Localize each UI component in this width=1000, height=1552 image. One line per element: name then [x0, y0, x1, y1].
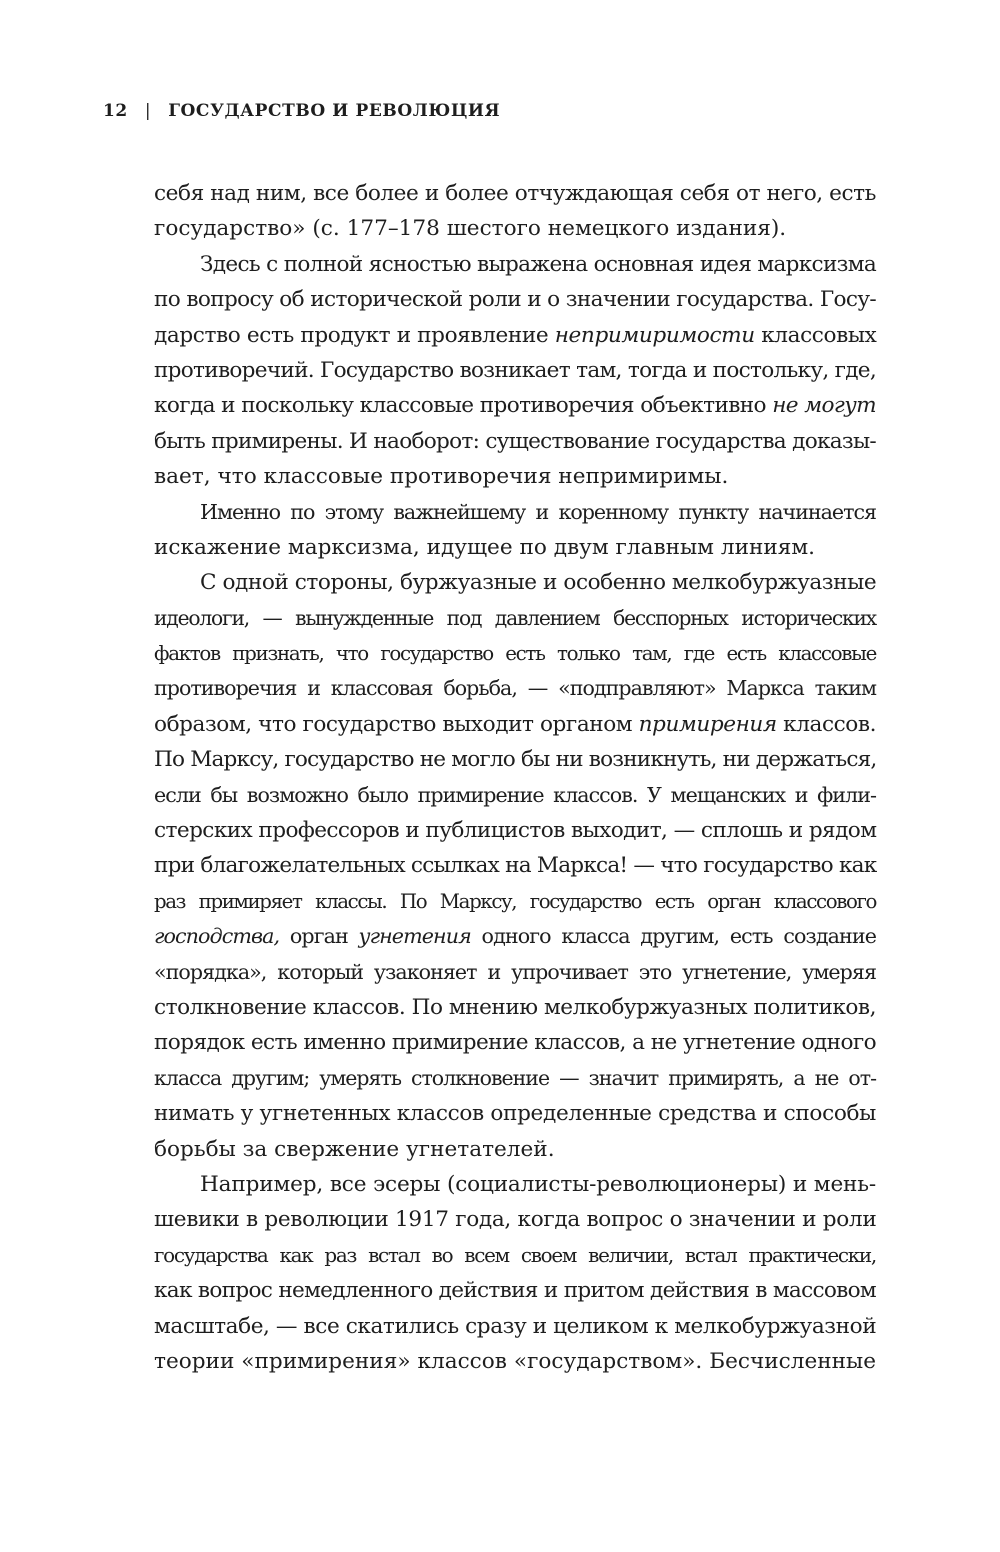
text-line: [154, 211, 876, 246]
text-run: по вопросу об исторической роли и о значении государства. Госу-: [154, 287, 877, 313]
text-run: порядок есть именно примирение классов, а не угнетение одного: [154, 1030, 876, 1056]
text-run: государства как раз встал во всем своем величии, встал практически,: [154, 1243, 876, 1267]
text-run: столкновение классов. По мнению мелкобуржуазных политиков,: [154, 994, 876, 1020]
text-line: [154, 813, 876, 848]
text-line: [154, 353, 876, 388]
text-run: масштабе, — все скатились сразу и целиком к мелкобуржуазной: [154, 1313, 877, 1339]
paragraph: [154, 247, 876, 495]
text-run: Здесь с полной ясностью выражена основная идея марксизма: [200, 251, 876, 277]
text-line: [154, 530, 876, 565]
text-run: противоречия и классовая борьба, — «подправляют» Маркса таким: [154, 676, 876, 701]
text-line: [154, 1309, 876, 1344]
text-run: вает, что классовые противоречия непримиримы.: [154, 464, 729, 490]
text-run: По Марксу, государство не могло бы ни возникнуть, ни держаться,: [154, 747, 877, 773]
text-line: [154, 1238, 876, 1273]
text-run: если бы возможно было примирение классов. У мещанских и фили-: [154, 782, 876, 807]
text-run: классовых: [754, 322, 877, 348]
text-line: [154, 424, 876, 459]
text-line: [154, 742, 876, 777]
text-run: С одной стороны, буржуазные и особенно мелкобуржуазные: [200, 570, 877, 596]
text-run: быть примирены. И наоборот: существование государства доказы-: [154, 428, 876, 454]
text-line: [154, 1061, 876, 1096]
text-run: как вопрос немедленного действия и притом действия в массовом: [154, 1278, 876, 1304]
text-run: искажение марксизма, идущее по двум главным линиям.: [154, 534, 816, 560]
text-run: классов.: [776, 711, 876, 737]
text-run: орган: [279, 924, 359, 949]
text-line: [154, 1202, 876, 1237]
text-run: класса другим; умерять столкновение — значит примирять, а не от-: [154, 1065, 876, 1090]
text-run: при благожелательных ссылках на Маркса! — что государство как: [154, 853, 877, 879]
text-line: [154, 778, 876, 813]
text-line: [154, 1025, 876, 1060]
text-run: Именно по этому важнейшему и коренному пункту начинается: [200, 499, 876, 524]
text-line: [154, 671, 876, 706]
text-line: [154, 1167, 876, 1202]
text-run: противоречий. Государство возникает там, тогда и постольку, где,: [154, 357, 876, 383]
text-line: [154, 495, 876, 530]
body-text: [154, 176, 876, 1379]
text-run: одного класса другим, есть создание: [470, 924, 876, 949]
italic-text: господства,: [154, 924, 280, 949]
text-run: шевики в революции 1917 года, когда вопрос о значении и роли: [154, 1207, 877, 1233]
text-line: [154, 1344, 876, 1379]
text-run: «порядка», который узаконяет и упрочивает это угнетение, умеряя: [154, 959, 876, 984]
paragraph: [154, 176, 876, 247]
text-line: [154, 388, 876, 423]
paragraph: [154, 495, 876, 566]
text-run: стерских профессоров и публицистов выходит, — сплошь и рядом: [154, 818, 877, 844]
text-line: [154, 459, 876, 494]
paragraph: [154, 565, 876, 1167]
paragraph: [154, 1167, 876, 1379]
page-number: 12: [103, 101, 128, 121]
text-run: нимать у угнетенных классов определенные средства и способы: [154, 1101, 876, 1127]
text-line: [154, 919, 876, 954]
text-line: [154, 318, 876, 353]
running-header: [103, 101, 500, 121]
text-line: [154, 884, 876, 919]
text-run: раз примиряет классы. По Марксу, государство есть орган классового: [154, 889, 876, 913]
text-run: образом, что государство выходит органом: [154, 711, 639, 737]
text-line: [154, 601, 876, 636]
text-line: [154, 636, 876, 671]
text-line: [154, 990, 876, 1025]
text-line: [154, 1096, 876, 1131]
text-line: [154, 282, 876, 317]
text-line: [154, 707, 876, 742]
text-line: [154, 247, 876, 282]
text-line: [154, 955, 876, 990]
text-line: [154, 1132, 876, 1167]
text-run: Например, все эсеры (социалисты-революционеры) и мень-: [200, 1171, 876, 1197]
text-run: борьбы за свержение угнетателей.: [154, 1136, 555, 1162]
italic-text: угнетения: [358, 924, 471, 949]
italic-text: примирения: [638, 711, 777, 737]
text-run: дарство есть продукт и проявление: [154, 322, 555, 348]
text-run: когда и поскольку классовые противоречия объективно: [154, 393, 773, 419]
italic-text: не могут: [772, 393, 876, 419]
text-line: [154, 565, 876, 600]
header-separator: |: [144, 101, 152, 121]
text-line: [154, 848, 876, 883]
book-title: ГОСУДАРСТВО И РЕВОЛЮЦИЯ: [168, 101, 501, 121]
text-run: государство» (с. 177–178 шестого немецкого издания).: [154, 216, 787, 242]
text-run: идеологи, — вынужденные под давлением бесспорных исторических: [154, 605, 876, 630]
text-run: теории «примирения» классов «государством». Бесчисленные: [154, 1348, 876, 1374]
text-run: фактов признать, что государство есть только там, где есть классовые: [154, 642, 876, 666]
text-run: себя над ним, все более и более отчуждающая себя от него, есть: [154, 181, 876, 206]
italic-text: непримиримости: [554, 322, 755, 348]
text-line: [154, 176, 876, 211]
text-line: [154, 1273, 876, 1308]
